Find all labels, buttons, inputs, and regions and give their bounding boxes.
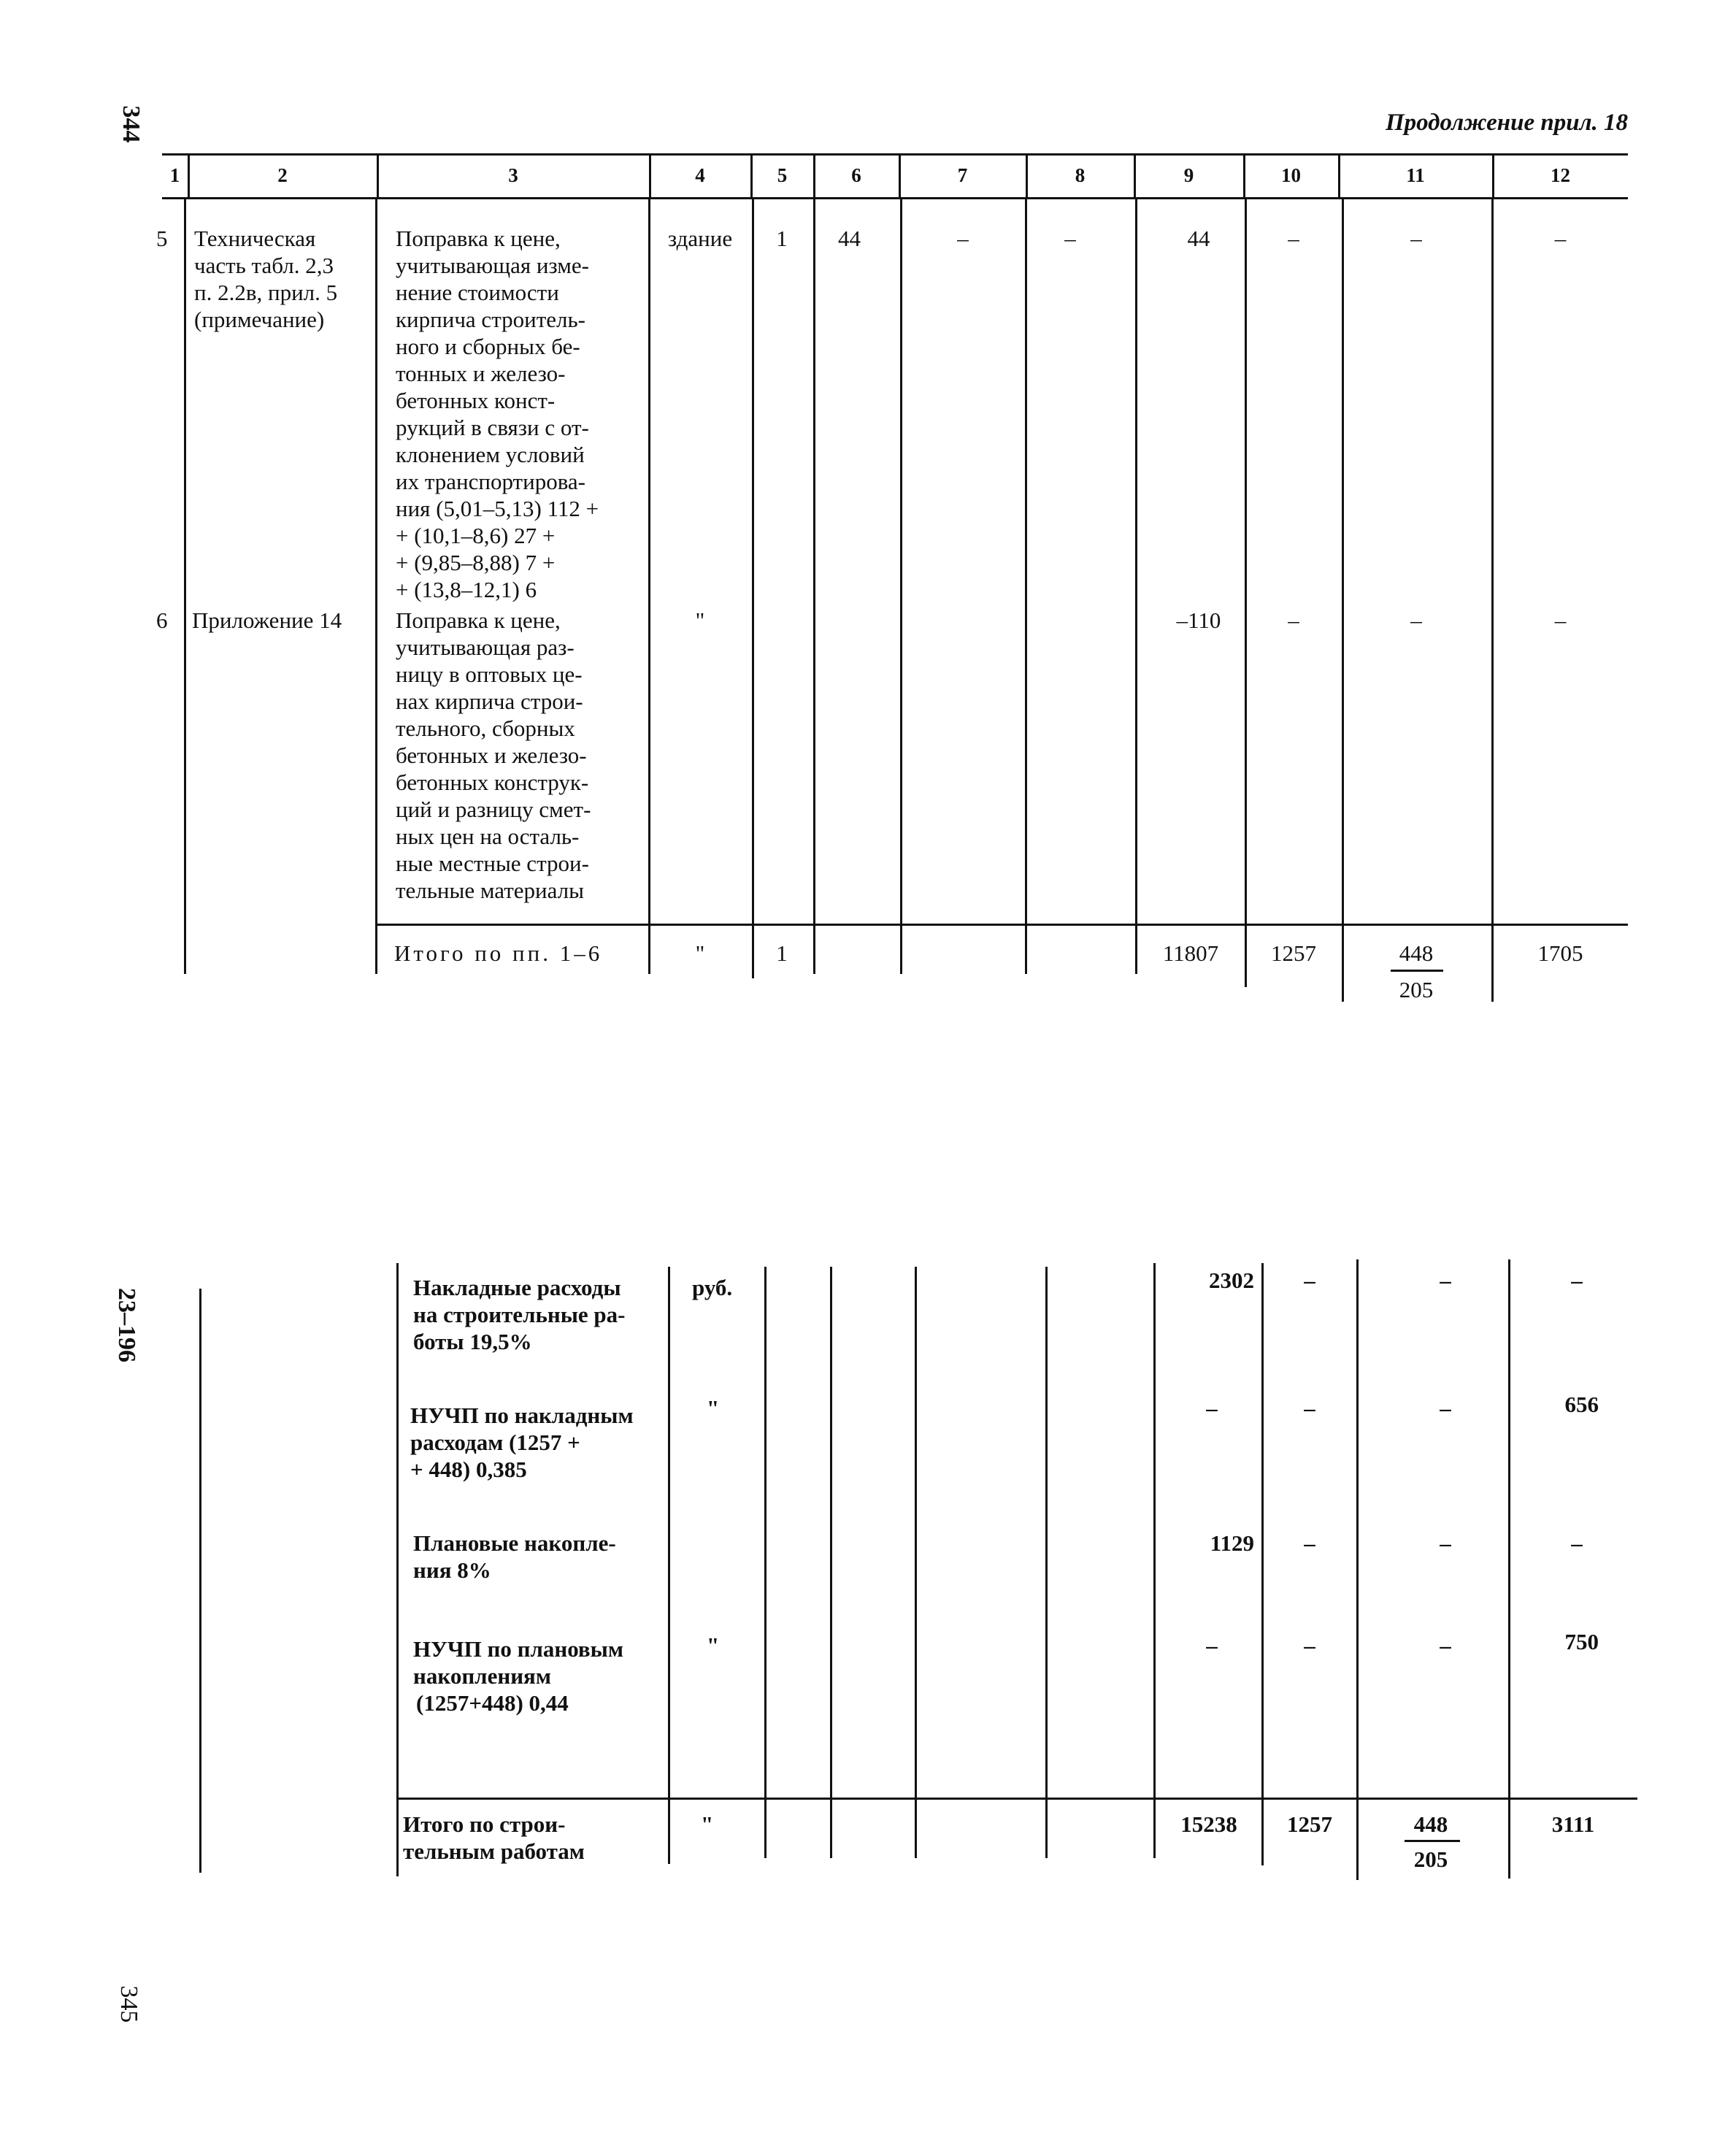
header-col-7: 7 [957,164,968,186]
column-rule [668,1267,670,1864]
cell-col-12: 750 [1564,1629,1599,1654]
cell-col-10: – [1288,226,1299,251]
header-col-9: 9 [1183,164,1194,186]
description-line: нение стоимости [396,280,559,305]
description-line: Накладные расходы [413,1275,621,1300]
total-top-rule [396,1798,1637,1800]
description-line: накоплениям [413,1663,551,1689]
continuation-heading: Продолжение прил. 18 [1385,110,1628,136]
cell-col-11: – [1440,1530,1451,1556]
fraction-numerator: 448 [1399,940,1434,966]
description-line: (1257+448) 0,44 [416,1690,569,1716]
cell-col-12: 1705 [1537,940,1583,966]
header-col-12: 12 [1551,164,1570,186]
description-line: учитывающая раз- [396,634,575,660]
description-line: расходам (1257 + [410,1430,580,1455]
source-line: Приложение 14 [192,607,342,633]
total-label: Итого по строи- [403,1811,566,1837]
description-line: Плановые накопле- [413,1530,616,1556]
unit-cell: " [707,1633,720,1658]
description-line: + 448) 0,385 [410,1457,527,1482]
description-line: кирпича строитель- [396,307,585,332]
description-line: + (10,1–8,6) 27 + [396,523,556,548]
total-label: тельным работам [403,1838,585,1864]
column-rule [1356,1259,1359,1880]
cell-col-11: – [1440,1267,1451,1293]
column-rule [752,199,754,978]
cell-col-10: – [1304,1530,1315,1556]
total-label: Итого по пп. 1–6 [394,940,603,966]
cell-col-8: – [1064,226,1076,251]
header-col-1: 1 [169,164,180,186]
description-line: ния 8% [413,1557,491,1583]
cell-col-6: 44 [838,226,861,251]
page-number-top: 344 [118,105,145,143]
cell-col-10: – [1304,1633,1315,1658]
cell-col-11: – [1440,1395,1451,1421]
column-rule [915,1267,917,1858]
cell-col-12: – [1554,226,1567,251]
column-rule [1153,1263,1156,1858]
cell-col-12: 3111 [1551,1811,1595,1837]
source-line: Техническая [194,226,316,251]
header-bottom-rule [162,197,1628,199]
page-number-bottom: 345 [115,1985,142,2023]
column-rule [1135,199,1137,974]
column-rule [648,199,650,974]
column-rule [184,199,186,974]
unit-cell: " [701,1811,714,1837]
header-col-2: 2 [277,164,288,186]
column-rule [900,199,902,974]
row-number: 5 [156,226,168,251]
cell-col-12: – [1571,1530,1583,1556]
cell-col-11: – [1410,607,1422,633]
cell-col-9: – [1206,1633,1218,1658]
column-rule [1261,1263,1264,1865]
cell-col-9: 44 [1187,226,1210,251]
cell-col-12: – [1571,1267,1583,1293]
description-line: клонением условий [396,442,585,467]
unit-cell: руб. [692,1275,733,1300]
column-rule [813,199,815,974]
side-code: 23–196 [113,1288,140,1362]
header-col-4: 4 [695,164,705,186]
fraction-denominator: 205 [1413,1846,1448,1872]
cell-col-10: – [1304,1395,1315,1421]
unit-cell: " [695,940,705,966]
cell-col-9: 15238 [1180,1811,1237,1837]
unit-cell: " [707,1395,720,1421]
cell-col-12: 656 [1564,1392,1599,1417]
description-line: Поправка к цене, [396,226,561,251]
description-line: + (9,85–8,88) 7 + [396,550,556,575]
header-col-6: 6 [851,164,861,186]
column-rule [199,1289,201,1873]
header-col-3: 3 [508,164,518,186]
column-rule [764,1267,767,1858]
source-line: (примечание) [194,307,325,332]
description-line: учитывающая изме- [396,253,589,278]
description-line: ций и разницу смет- [396,797,591,822]
fraction-numerator: 448 [1413,1811,1448,1837]
unit-cell: здание [667,226,733,251]
header-col-5: 5 [777,164,788,186]
cell-col-10: – [1304,1267,1315,1293]
description-line: ницу в оптовых це- [396,661,583,687]
fraction-denominator: 205 [1399,977,1434,1002]
cell-col-5: 1 [776,940,788,966]
description-line: ные местные строи- [396,851,589,876]
column-rule [396,1263,399,1876]
cell-col-7: – [957,226,969,251]
total-top-rule [376,924,1628,926]
cell-col-9: 2302 [1209,1267,1254,1293]
header-col-10: 10 [1281,164,1301,186]
column-rule [1491,199,1494,1002]
unit-cell: " [695,607,705,633]
description-line: рукций в связи с от- [396,415,589,440]
description-line: тельные материалы [396,878,584,903]
description-line: + (13,8–12,1) 6 [396,577,537,602]
description-line: Поправка к цене, [396,607,561,633]
description-line: ного и сборных бе- [396,334,580,359]
description-line: их транспортирова- [396,469,586,494]
column-rule [1508,1259,1510,1879]
cell-col-10: 1257 [1287,1811,1332,1837]
cell-col-9: 11807 [1162,940,1219,966]
cell-col-10: 1257 [1271,940,1316,966]
table-top-rule [162,153,1628,156]
description-line: ния (5,01–5,13) 112 + [396,496,599,521]
description-line: бетонных конструк- [396,770,589,795]
cell-col-9: 1129 [1210,1530,1254,1556]
source-line: часть табл. 2,3 [194,253,334,278]
header-col-8: 8 [1075,164,1086,186]
header-col-11: 11 [1406,164,1425,186]
column-rule [375,199,377,974]
description-line: ных цен на осталь- [396,824,580,849]
cell-col-10: – [1288,607,1299,633]
column-rule [1045,1267,1048,1858]
description-line: бетонных конст- [396,388,556,413]
column-rule [830,1267,832,1858]
fraction-bar [1391,970,1443,972]
description-line: бетонных и железо- [396,743,587,768]
column-rule [1025,199,1027,974]
source-line: п. 2.2в, прил. 5 [194,280,338,305]
description-line: нах кирпича строи- [396,688,583,714]
column-rule [1342,199,1344,1002]
column-rule [1245,199,1247,987]
description-line: на строительные ра- [413,1302,626,1327]
fraction-bar [1405,1840,1460,1842]
description-line: боты 19,5% [413,1329,532,1354]
cell-col-11: – [1440,1633,1451,1658]
description-line: НУЧП по накладным [410,1403,634,1428]
cell-col-9: – [1206,1395,1218,1421]
cell-col-5: 1 [776,226,788,251]
description-line: тельного, сборных [396,716,575,741]
cell-col-11: – [1410,226,1422,251]
cell-col-12: – [1554,607,1567,633]
description-line: тонных и железо- [396,361,566,386]
cell-col-9: –110 [1176,607,1221,633]
description-line: НУЧП по плановым [413,1636,623,1662]
row-number: 6 [156,607,168,633]
